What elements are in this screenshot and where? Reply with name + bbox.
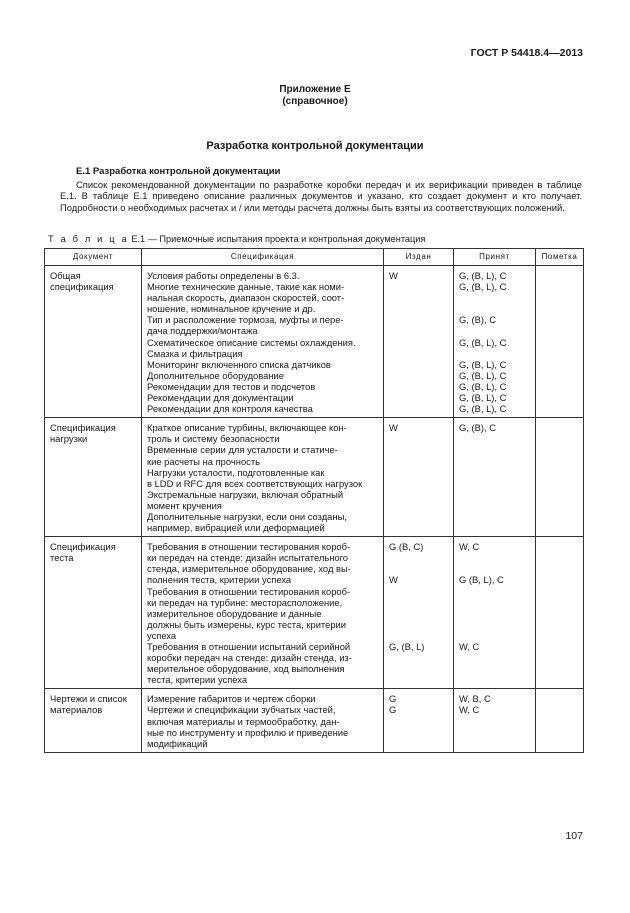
cell-issued-line <box>389 586 448 597</box>
cell-specification-line: Смазка и фильтрация <box>147 347 243 359</box>
cell-note <box>536 266 584 418</box>
table-row <box>45 266 584 418</box>
cell-specification-line: Чертежи и спецификации зубчатых частей, <box>147 704 336 716</box>
cell-specification <box>142 266 384 418</box>
cell-issued-line: G (B, C) <box>389 541 424 553</box>
table-caption-text: Е.1 — Приемочные испытания проекта и контрольная документация <box>131 234 426 244</box>
table-row <box>45 689 584 752</box>
cell-issued-line <box>389 552 448 563</box>
cell-issued-line <box>389 630 448 641</box>
cell-specification <box>142 418 384 537</box>
cell-specification-line: нальная скорость, диапазон скоростей, соот- <box>147 292 345 304</box>
cell-specification-line: например, вибрацией или деформацией <box>147 522 325 534</box>
cell-specification-line: ки передач на турбине: месторасположение, <box>147 596 343 608</box>
cell-specification-line: троль и систему безопасности <box>147 433 280 445</box>
header-document: Документ <box>45 249 142 266</box>
cell-accepted-line <box>459 563 530 574</box>
header-accepted: Принят <box>454 249 536 266</box>
cell-accepted-line: G, (B, L), C <box>459 369 507 381</box>
annex-subtitle: (справочное) <box>282 96 348 107</box>
cell-note <box>536 689 584 752</box>
table-caption <box>48 234 425 244</box>
cell-specification-line: ношение, номинальное кручение и др. <box>147 303 316 315</box>
cell-accepted <box>454 418 536 537</box>
page-number: 107 <box>565 830 583 842</box>
cell-specification-line: полнения теста, критерии успеха <box>147 574 292 586</box>
cell-specification-line: Рекомендации для тестов и подсчетов <box>147 380 316 392</box>
cell-issued-line: G, (B, L) <box>389 641 425 652</box>
cell-specification <box>142 689 384 752</box>
cell-accepted-line: G, (B, L), C <box>459 392 507 404</box>
cell-issued-line <box>389 563 448 574</box>
table-caption-prefix: Т а б л и ц а <box>48 234 129 244</box>
cell-issued <box>384 418 454 537</box>
cell-issued <box>384 537 454 689</box>
cell-accepted-line: G, (B, L), C <box>459 403 507 415</box>
cell-specification-line: в LDD и RFC для всех соответствующих нагрузок <box>147 477 363 489</box>
cell-issued-line: G <box>389 693 397 705</box>
cell-specification-line: ки передач на стенде: дизайн испытательного <box>147 552 349 564</box>
section-title: Разработка контрольной документации <box>206 140 424 152</box>
header-specification: Спецификация <box>142 249 384 266</box>
cell-accepted-line <box>459 348 530 359</box>
cell-issued <box>384 689 454 752</box>
cell-accepted-line: G, (B, L), C <box>459 358 507 370</box>
cell-document: Спецификация теста <box>45 537 142 689</box>
cell-document: Чертежи и список материалов <box>45 689 142 752</box>
cell-accepted-line <box>459 325 530 336</box>
cell-specification-line: Тип и расположение тормоза, муфты и пере- <box>147 314 344 326</box>
cell-issued-line: W <box>389 422 398 434</box>
cell-issued-line: W <box>389 574 398 586</box>
cell-accepted <box>454 266 536 418</box>
cell-specification-line: Дополнительное оборудование <box>147 369 284 381</box>
cell-specification-line: Измерение габаритов и чертеж сборки <box>147 693 316 705</box>
cell-issued-line: W <box>389 270 398 281</box>
table-row <box>45 537 584 689</box>
documentation-table <box>44 248 584 753</box>
cell-accepted-line <box>459 586 530 597</box>
cell-specification-line: Краткое описание турбины, включающее кон- <box>147 422 347 434</box>
cell-specification-line: Экстремальные нагрузки, включая обратный <box>147 488 344 500</box>
cell-accepted <box>454 537 536 689</box>
cell-specification-line: Мониторинг включенного списка датчиков <box>147 358 331 370</box>
cell-accepted-line: W, C <box>459 541 480 553</box>
cell-specification-line: Требования в отношении испытаний серийной <box>147 641 351 652</box>
annex-title: Приложение Е <box>279 84 351 95</box>
cell-accepted-line: G, (B, L), C <box>459 336 507 348</box>
cell-specification-line: модификаций <box>147 737 208 749</box>
cell-accepted-line <box>459 303 530 314</box>
cell-issued-line <box>389 597 448 608</box>
cell-specification-line: Рекомендации для контроля качества <box>147 403 313 415</box>
subsection-paragraph: Список рекомендованной документации по разработке коробки передач и их верификации приведен в таблице Е.1. В таблице Е.1 приведено описание различных документов и указано, кто создает документ и кто получает. Подробности о необходимых расчетах и / или методы расчета должны быть взяты из соответствующих положений. <box>60 179 582 213</box>
cell-specification-line: теста, критерии успеха <box>147 674 248 686</box>
cell-specification-line: Условия работы определены в 6.3. <box>147 270 300 281</box>
cell-accepted-line: W, B, C <box>459 693 491 705</box>
cell-specification-line: стенда, измерительное оборудование, ход вы- <box>147 563 351 575</box>
standard-code: ГОСТ Р 54418.4—2013 <box>470 47 583 59</box>
cell-specification <box>142 537 384 689</box>
cell-issued <box>384 266 454 418</box>
cell-specification-line: кие расчеты на прочность <box>147 455 261 467</box>
cell-note <box>536 537 584 689</box>
header-note: Пометка <box>536 249 584 266</box>
cell-issued-line <box>389 619 448 630</box>
cell-specification-line: Дополнительные нагрузки, если они созданы, <box>147 510 347 522</box>
cell-accepted-line <box>459 292 530 303</box>
cell-specification-line: мерительное оборудование, ход выполнения <box>147 663 345 675</box>
cell-specification-line: коробки передач на стенде: дизайн стенда, из- <box>147 652 352 664</box>
cell-specification-line: Временные серии для усталости и статиче- <box>147 444 338 456</box>
subsection-heading: Е.1 Разработка контрольной документации <box>76 166 281 177</box>
cell-specification-line: Нагрузки усталости, подготовленные как <box>147 466 325 478</box>
cell-accepted-line: G, (B, L), C <box>459 281 507 293</box>
cell-specification-line: Многие технические данные, такие как номи- <box>147 281 345 293</box>
cell-accepted-line: W, C <box>459 704 480 716</box>
cell-accepted-line: G, (B), C <box>459 422 496 434</box>
cell-specification-line: Схематическое описание системы охлаждения. <box>147 336 356 348</box>
cell-accepted-line <box>459 630 530 641</box>
cell-accepted-line <box>459 619 530 630</box>
cell-accepted-line: G (B, L), C <box>459 574 504 586</box>
cell-document: Спецификация нагрузки <box>45 418 142 537</box>
cell-specification-line: должны быть измерены, курс теста, критерии <box>147 618 347 630</box>
cell-issued-line <box>389 608 448 619</box>
cell-specification-line: включая материалы и термообработку, дан- <box>147 715 340 727</box>
cell-accepted-line <box>459 608 530 619</box>
cell-issued-line: G <box>389 704 397 716</box>
cell-specification-line: измерительное оборудование и данные <box>147 607 322 619</box>
table-header-row <box>45 249 584 266</box>
cell-specification-line: Рекомендации для документации <box>147 392 294 404</box>
header-issued: Издан <box>384 249 454 266</box>
cell-accepted-line: G, (B, L), C <box>459 270 507 281</box>
cell-accepted-line <box>459 597 530 608</box>
cell-specification-line: успеха <box>147 629 177 641</box>
cell-note <box>536 418 584 537</box>
cell-accepted-line: G, (B, L), C <box>459 380 507 392</box>
table-row <box>45 418 584 537</box>
cell-specification-line: дача поддержки/монтажа <box>147 325 258 337</box>
cell-accepted <box>454 689 536 752</box>
cell-accepted-line <box>459 552 530 563</box>
cell-accepted-line: G, (B), C <box>459 314 496 326</box>
cell-accepted-line: W, C <box>459 641 480 652</box>
cell-specification-line: Требования в отношении тестирования короб- <box>147 541 351 553</box>
cell-specification-line: Требования в отношении тестирования короб- <box>147 585 351 597</box>
cell-specification-line: момент кручения <box>147 499 222 511</box>
cell-specification-line: ные по инструменту и профилю и приведение <box>147 726 349 738</box>
cell-document: Общая спецификация <box>45 266 142 418</box>
